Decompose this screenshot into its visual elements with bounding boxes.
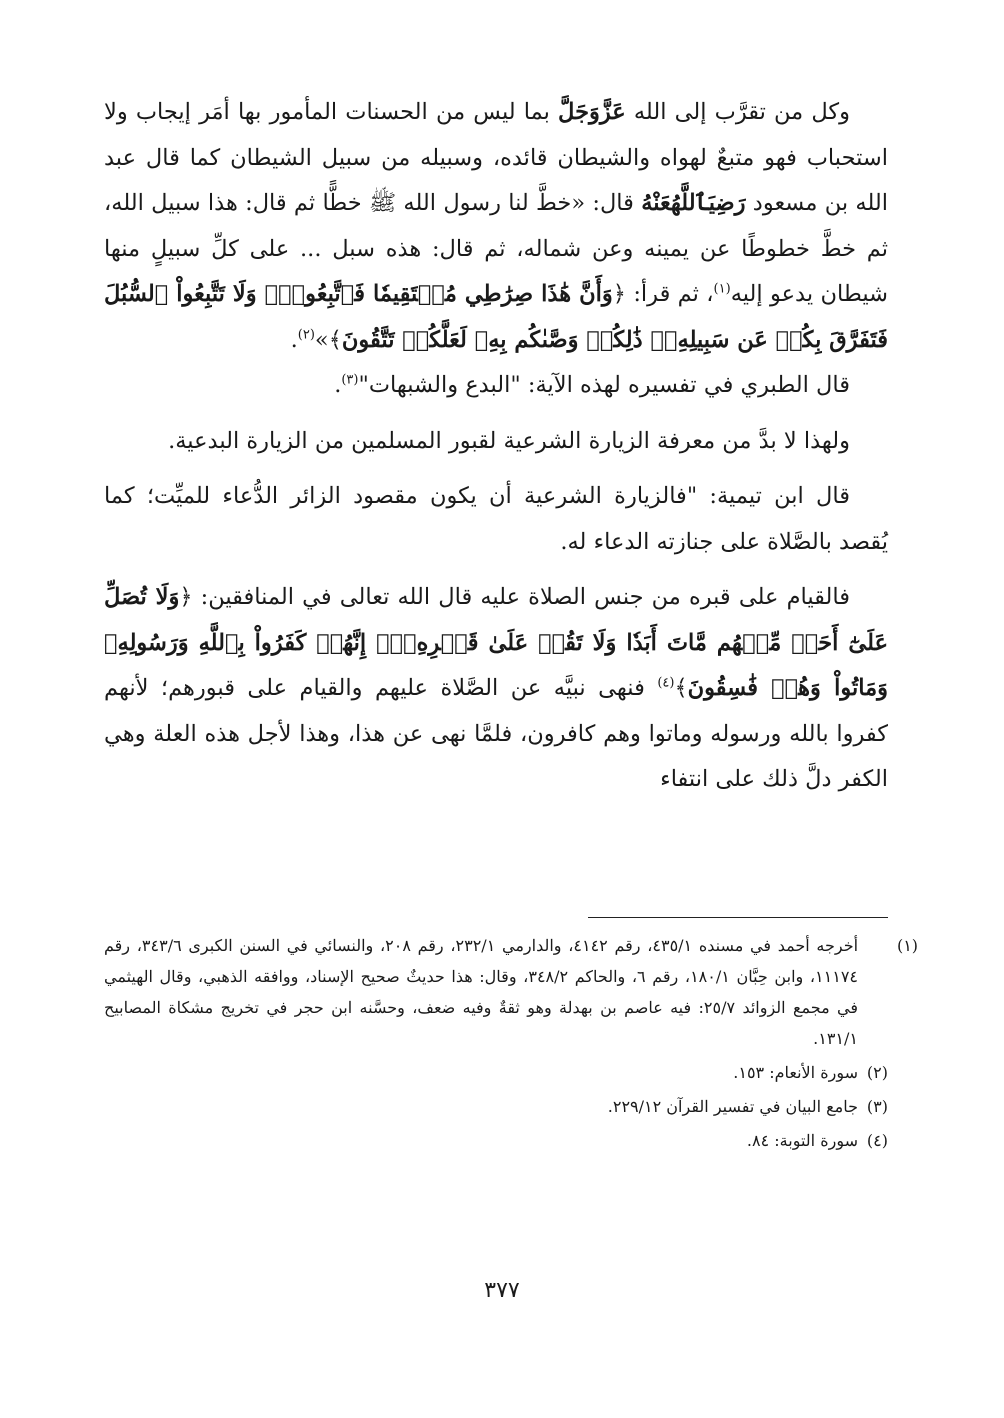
text: »: [314, 326, 329, 353]
paragraph-4: [104, 474, 888, 565]
footnote-number: (٢): [866, 1063, 888, 1082]
footnote-text: أخرجه أحمد في مسنده ٤٣٥/١، رقم ٤١٤٢، والدارمي ٢٣٢/١، رقم ٢٠٨، والنسائي في السنن الكبرى ٣٤٣/٦، رقم ١١١٧٤، وابن حِبَّان ١٨٠/١، رقم ٦، والحاكم ٣٤٨/٢، وقال: هذا حديثٌ صحيح الإسناد، ووافقه الذهبي، وقال الهيثمي في مجمع الزوائد ٢٥/٧: فيه عاصم بن بهدلة وهو ثقةٌ وفيه ضعف، وحسَّنه ابن حجر في تخريج مشكاة المصابيح ١٣١/١.: [104, 936, 859, 1048]
text: .: [334, 372, 342, 398]
footnote-text: سورة الأنعام: ١٥٣.: [733, 1063, 858, 1082]
footnote-number: (١): [896, 936, 919, 955]
paragraph-5: [104, 575, 888, 803]
paragraph-1: [104, 90, 888, 363]
text: قال ابن تيمية: "فالزيارة الشرعية أن يكون مقصود الزائر الدُّعاء للميِّت؛ كما يُقصد بالصَّلاة على جنازته الدعاء له.: [104, 483, 888, 555]
footnote-text: سورة التوبة: ٨٤.: [746, 1131, 858, 1150]
footnote-ref-4[interactable]: (٤): [657, 675, 675, 691]
footnote-separator: [588, 917, 888, 918]
text: خطًّا ثم قال: هذا سبيل الله، ثم خطَّ خطوطًا عن يمينه وعن شماله، ثم قال: هذه سبل ... على كلِّ سبيلٍ منها شيطان يدعو إليه: [104, 190, 888, 307]
glorification-phrase: عَزَّوَجَلَّ: [558, 99, 626, 125]
footnotes: [104, 930, 919, 1159]
footnote-text: جامع البيان في تفسير القرآن ٢٢٩/١٢.: [607, 1097, 858, 1116]
honorific-phrase: رَضِيَٱللَّهُعَنْهُ: [641, 190, 746, 216]
quran-open-bracket: ﴿: [179, 584, 193, 610]
footnote-3: [104, 1091, 888, 1122]
footnote-ref-3[interactable]: (٣): [341, 372, 359, 388]
quran-verse-1: وَأَنَّ هَٰذَا صِرَٰطِي مُسۡتَقِيمٗا فَٱتَّبِعُوهُۖ وَلَا تَتَّبِعُواْ ٱلسُّبُلَ فَتَفَرَّقَ بِكُمۡ عَن سَبِيلِهِۦۚ ذَٰلِكُمۡ وَصَّىٰكُم بِهِۦ لَعَلَّكُمۡ تَتَّقُونَ: [104, 281, 888, 353]
page-number: ٣٧٧: [484, 1278, 520, 1303]
text: قال الطبري في تفسيره لهذه الآية: "البدع والشبهات": [358, 372, 850, 398]
text: قال: «خطَّ لنا رسول الله: [396, 190, 642, 216]
quran-open-bracket: ﴿: [612, 281, 626, 307]
quran-close-bracket: ﴾: [328, 326, 342, 353]
paragraph-2: [104, 363, 888, 409]
text: وكل من تقرَّب إلى الله: [625, 99, 850, 125]
text: بما ليس من الحسنات المأمور بها أمَر إيجاب ولا استحباب فهو متبعٌ لهواه والشيطان قائده، وسبيله من سبيل الشيطان كما قال عبد الله بن مسعود: [104, 99, 888, 216]
text: فالقيام على قبره من جنس الصلاة عليه قال الله تعالى في المنافقين:: [192, 584, 850, 610]
footnote-number: (٤): [866, 1131, 888, 1150]
salawat-ligature: ﷺ: [368, 190, 397, 216]
footnote-1: [104, 930, 919, 1054]
main-text: [104, 90, 888, 803]
text: فنهى نبيَّه عن الصَّلاة عليهم والقيام على قبورهم؛ لأنهم كفروا بالله ورسوله وماتوا وهم كافرون، فلمَّا نهى عن هذا، وهذا لأجل هذه العلة وهي الكفر دلَّ ذلك على انتفاء: [104, 675, 888, 792]
footnote-number: (٣): [866, 1097, 888, 1116]
footnote-ref-1[interactable]: (١): [713, 281, 731, 297]
footnote-ref-2[interactable]: (٢): [297, 327, 315, 342]
paragraph-3: [104, 419, 888, 465]
text: ولهذا لا بدَّ من معرفة الزيارة الشرعية لقبور المسلمين من الزيارة البدعية.: [168, 427, 850, 454]
text: .: [290, 326, 298, 353]
footnote-4: [104, 1125, 888, 1156]
quran-verse-2: وَلَا تُصَلِّ عَلَىٰٓ أَحَدٖ مِّنۡهُم مَّاتَ أَبَدٗا وَلَا تَقُمۡ عَلَىٰ قَبۡرِهِۦٓۖ إِنَّهُمۡ كَفَرُواْ بِٱللَّهِ وَرَسُولِهِۦ وَمَاتُواْ وَهُمۡ فَٰسِقُونَ: [104, 584, 888, 701]
text: ، ثم قرأ:: [625, 281, 714, 307]
quran-close-bracket: ﴾: [674, 675, 688, 701]
footnote-2: [104, 1057, 888, 1088]
